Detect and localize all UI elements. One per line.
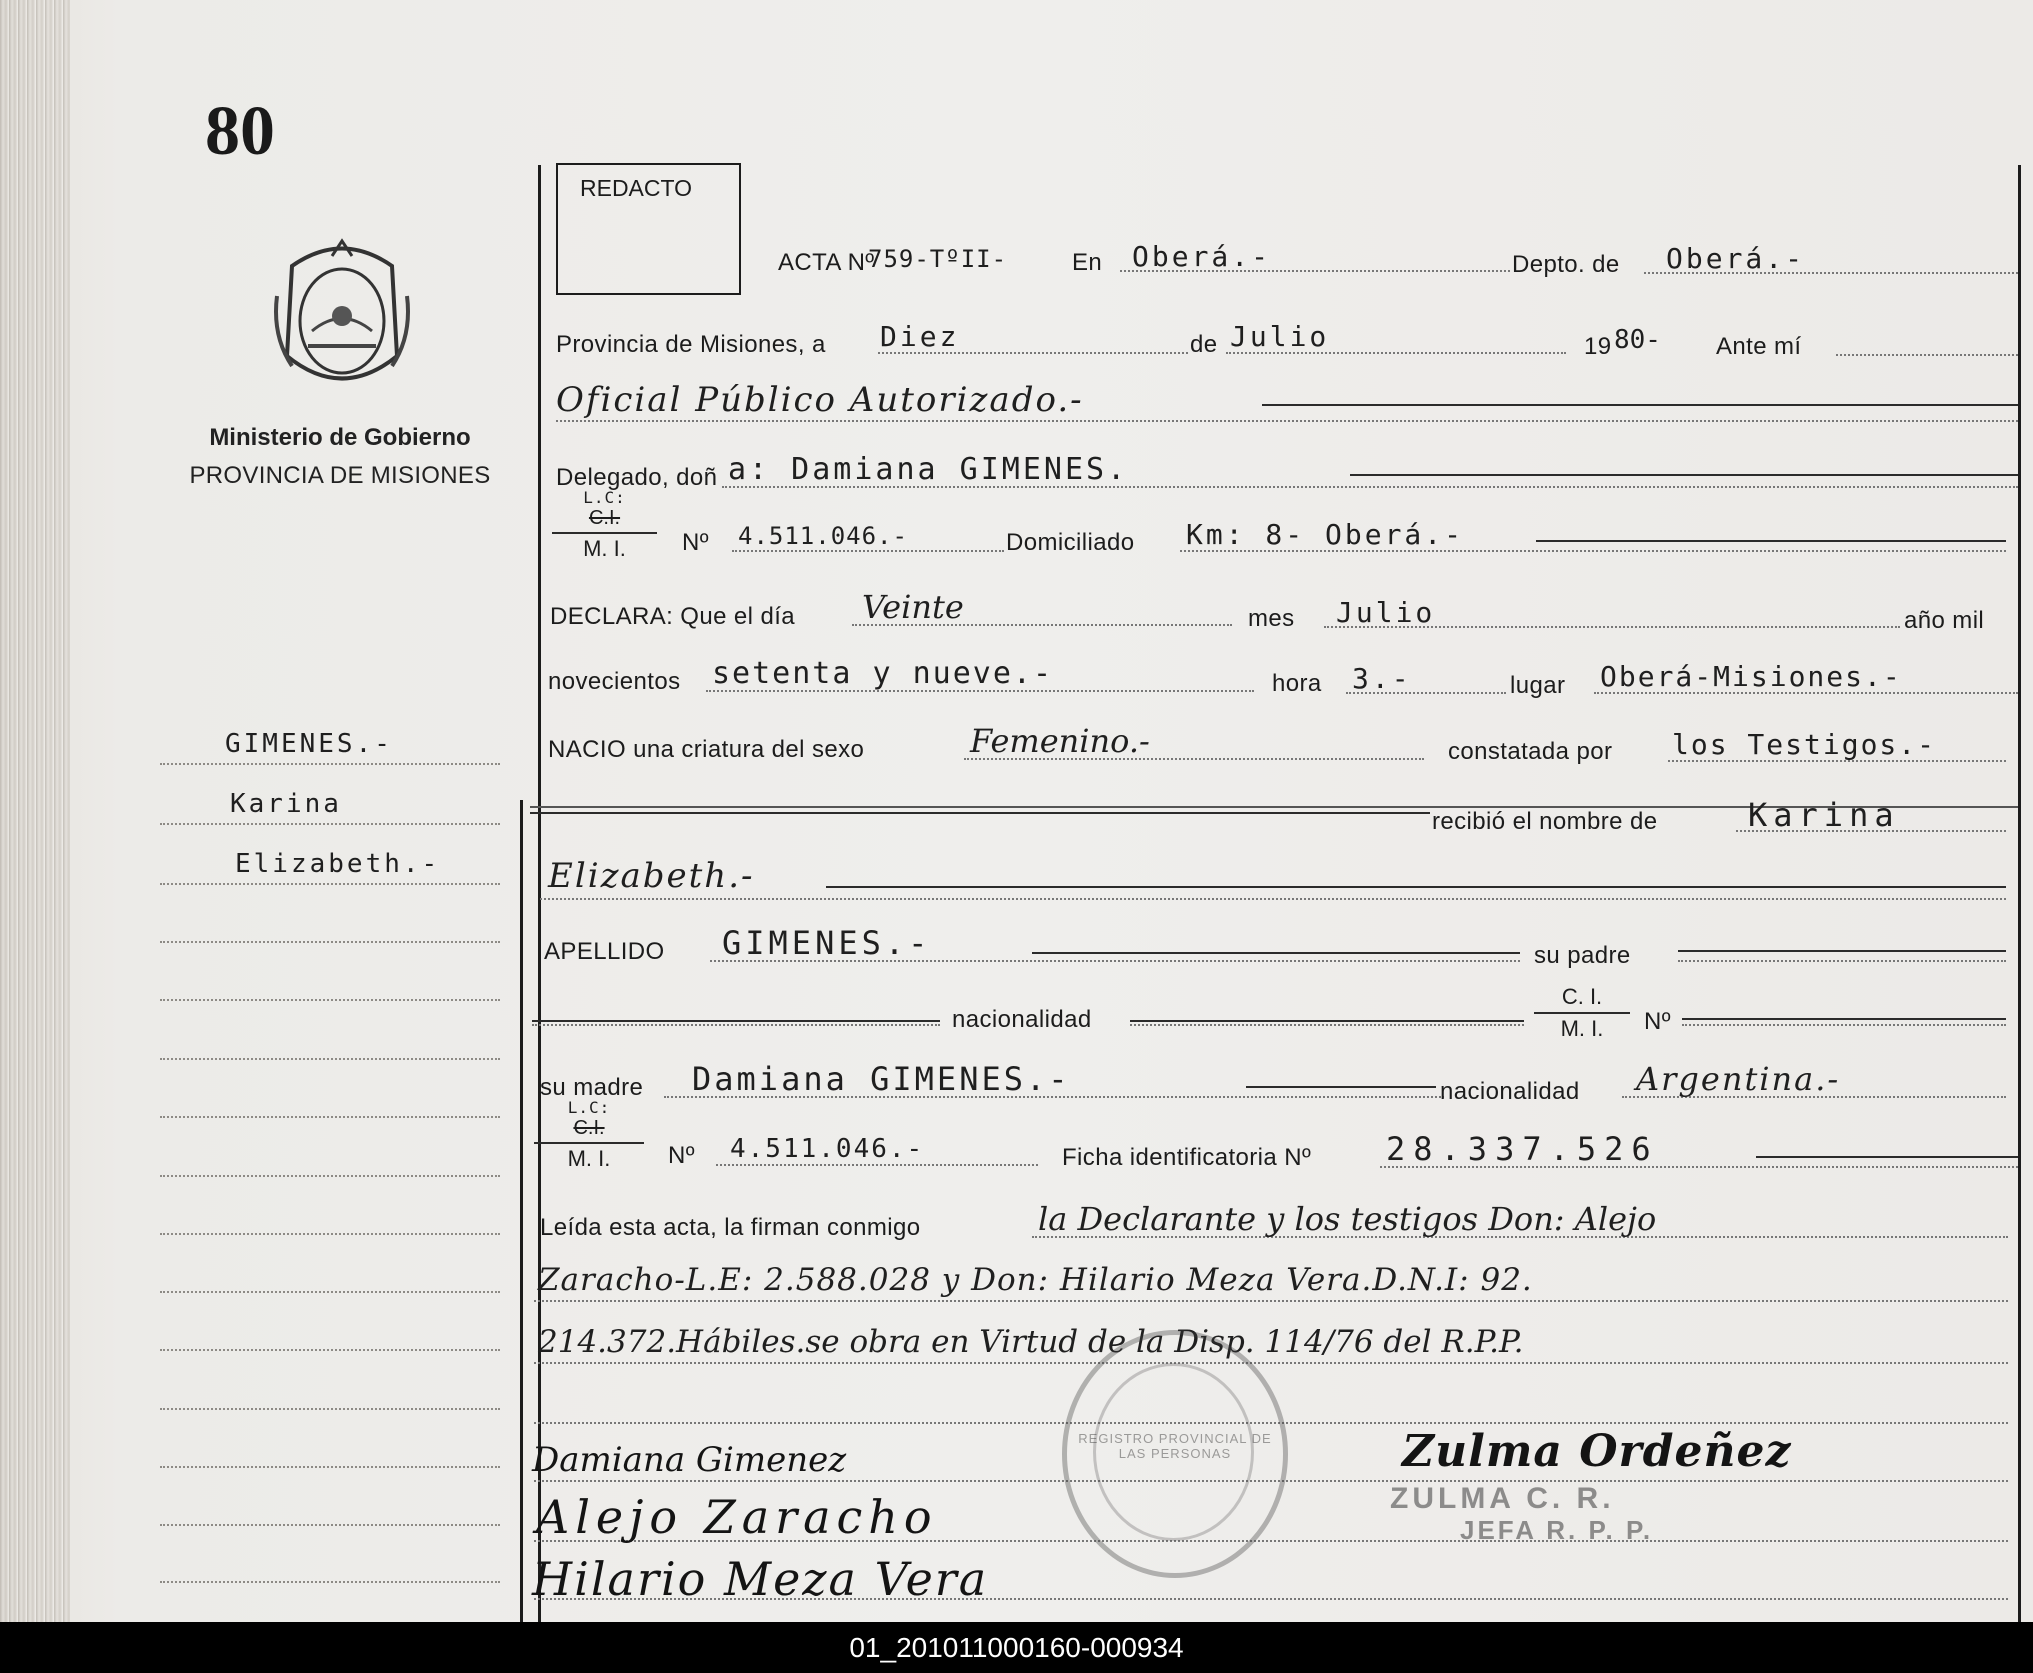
madre-doc-fraction	[534, 1098, 644, 1172]
ficha-value: 28.337.526	[1386, 1130, 1659, 1168]
page-number: 80	[205, 93, 275, 170]
oficial-signature: Zulma Ordeñez	[1402, 1426, 1792, 1477]
depto-value: Oberá.-	[1666, 242, 1806, 275]
acta-label: ACTA Nº	[778, 249, 875, 276]
anio-mil-label: año mil	[1904, 607, 1985, 634]
apellido-value: GIMENES.-	[722, 924, 932, 962]
mes-value: Julio	[1230, 320, 1330, 353]
doc-lc: L.C:	[583, 488, 626, 507]
madre-doc-ci: C.I.	[573, 1117, 605, 1139]
acta-number: 759-TºII-	[868, 245, 1008, 273]
sexo-value: Femenino.-	[970, 722, 1150, 760]
anio-prefix: 19	[1584, 333, 1612, 360]
doc-number: 4.511.046.-	[738, 522, 908, 550]
de-label: de	[1190, 331, 1218, 358]
hora-value: 3.-	[1352, 662, 1412, 695]
form-inner-border	[520, 800, 523, 1622]
delegado-value: a: Damiana GIMENES.	[728, 452, 1129, 487]
fill-stroke	[826, 886, 2006, 888]
ministry-name: Ministerio de Gobierno	[209, 424, 471, 451]
padre-mi: M. I.	[1560, 1016, 1604, 1041]
padre-nacionalidad-label: nacionalidad	[952, 1006, 1092, 1033]
testigo2-signature: Hilario Meza Vera	[532, 1552, 989, 1606]
padre-ci: C. I.	[1561, 984, 1603, 1009]
oficial-line	[556, 420, 2018, 422]
fill-stroke	[1032, 952, 1520, 954]
margin-line	[160, 1080, 500, 1118]
form-right-border	[2018, 165, 2021, 1622]
book-edge	[0, 0, 70, 1622]
margin-line	[160, 1197, 500, 1235]
fill-stroke	[1350, 474, 2018, 476]
fill-stroke	[1756, 1156, 2018, 1158]
leida-line-2	[534, 1300, 2008, 1302]
ante-line	[1836, 354, 2018, 356]
madre-nacionalidad-label: nacionalidad	[1440, 1078, 1580, 1105]
margin-line	[160, 1313, 500, 1351]
leida-text-3: 214.372.Hábiles.se obra en Virtud de la Disp. 114/76 del R.P.P.	[538, 1324, 1524, 1360]
madre-no-label: Nº	[668, 1142, 695, 1169]
form-left-border	[538, 165, 541, 1622]
officer-stamp-name: ZULMA C. R.	[1390, 1482, 1615, 1515]
padre-name-line	[532, 1024, 940, 1026]
padre-label: su padre	[1534, 942, 1631, 969]
madre-doc-lc: L.C:	[567, 1098, 611, 1117]
fill-stroke	[532, 1020, 940, 1022]
domiciliado-value: Km: 8- Oberá.-	[1186, 518, 1465, 551]
declarante-signature: Damiana Gimenez	[532, 1440, 847, 1480]
oficial-value: Oficial Público Autorizado.-	[556, 380, 1084, 420]
registry-stamp	[1062, 1330, 1288, 1578]
margin-line	[160, 1430, 500, 1468]
fill-stroke	[1246, 1086, 1436, 1088]
mes-label: mes	[1248, 605, 1295, 632]
dia-value: Diez	[880, 320, 960, 353]
apellido-label: APELLIDO	[544, 938, 665, 965]
madre-label: su madre	[540, 1074, 644, 1101]
madre-nacionalidad-value: Argentina.-	[1636, 1060, 1841, 1098]
nacio-label: NACIO una criatura del sexo	[548, 736, 865, 763]
hora-label: hora	[1272, 670, 1322, 697]
nombre-continuation-line	[540, 898, 2006, 900]
doc-number-line	[732, 550, 1004, 552]
recibio-label: recibió el nombre de	[1432, 808, 1658, 835]
image-id-footer: 01_201011000160-000934	[0, 1622, 2033, 1673]
leida-line-3	[534, 1362, 2008, 1364]
ante-label: Ante mí	[1716, 333, 1802, 360]
margin-line	[160, 963, 500, 1001]
delegado-label: Delegado, doñ	[556, 464, 718, 491]
depto-label: Depto. de	[1512, 251, 1620, 278]
declara-mes: Julio	[1336, 596, 1436, 629]
nombre-value: Karina	[1748, 796, 1900, 834]
fill-stroke	[530, 812, 1430, 814]
doc-ci: C.I.	[588, 507, 621, 529]
padre-doc-fraction	[1534, 984, 1630, 1042]
fill-stroke	[1130, 1020, 1524, 1022]
redacto-label: REDACTO	[580, 175, 693, 201]
madre-doc-mi: M. I.	[567, 1146, 611, 1171]
madre-value: Damiana GIMENES.-	[692, 1060, 1071, 1098]
fill-stroke	[1536, 540, 2006, 542]
margin-line	[160, 847, 500, 885]
declara-dia: Veinte	[862, 588, 964, 626]
ficha-label: Ficha identificatoria Nº	[1062, 1144, 1312, 1171]
margin-surname: GIMENES.-	[225, 729, 393, 759]
margin-line	[160, 1488, 500, 1526]
officer-stamp-title: JEFA R. P. P.	[1460, 1515, 1654, 1545]
novecientos-label: novecientos	[548, 668, 681, 695]
doc-no-label: Nº	[682, 529, 709, 556]
nombre-value-2: Elizabeth.-	[548, 856, 755, 896]
margin-line	[160, 1139, 500, 1177]
anio-value: 80-	[1614, 325, 1661, 355]
domiciliado-label: Domiciliado	[1006, 529, 1135, 556]
margin-first-name: Karina	[230, 789, 342, 819]
madre-doc-line	[716, 1164, 1038, 1166]
fill-stroke	[1262, 404, 2018, 406]
redacto-box	[556, 163, 741, 295]
constatada-value: los Testigos.-	[1672, 728, 1937, 761]
province-name: PROVINCIA DE MISIONES	[189, 462, 491, 489]
margin-line	[160, 1372, 500, 1410]
declara-label: DECLARA: Que el día	[550, 603, 796, 630]
madre-doc-number: 4.511.046.-	[730, 1134, 925, 1164]
lugar-label: lugar	[1510, 672, 1566, 699]
provincia-label: Provincia de Misiones, a	[556, 331, 826, 358]
en-value: Oberá.-	[1132, 240, 1272, 273]
registry-stamp-text: REGISTRO PROVINCIAL DE LAS PERSONAS	[1078, 1431, 1272, 1461]
margin-line	[160, 905, 500, 943]
margin-line	[160, 787, 500, 825]
margin-line	[160, 727, 500, 765]
margin-line	[160, 1545, 500, 1583]
leida-value: la Declarante y los testigos Don: Alejo	[1038, 1200, 1657, 1238]
constatada-label: constatada por	[1448, 738, 1613, 765]
coat-of-arms-icon	[272, 236, 412, 396]
doc-type-fraction	[552, 488, 657, 562]
testigo1-signature: Alejo Zaracho	[536, 1490, 938, 1544]
margin-line	[160, 1255, 500, 1293]
ministry-heading	[150, 424, 530, 490]
padre-nacionalidad-line	[1130, 1024, 1524, 1026]
en-label: En	[1072, 249, 1103, 276]
margin-line	[160, 1022, 500, 1060]
fill-stroke	[1678, 950, 2006, 952]
padre-no-label: Nº	[1644, 1008, 1671, 1035]
lugar-value: Oberá-Misiones.-	[1600, 660, 1902, 693]
leida-text-2: Zaracho-L.E: 2.588.028 y Don: Hilario Meza Vera.D.N.I: 92.	[538, 1262, 1533, 1298]
novecientos-value: setenta y nueve.-	[712, 656, 1054, 691]
margin-second-name: Elizabeth.-	[235, 849, 441, 879]
doc-mi: M. I.	[583, 536, 626, 561]
fill-stroke	[1682, 1018, 2006, 1020]
leida-label: Leída esta acta, la firman conmigo	[540, 1214, 921, 1241]
padre-no-line	[1682, 1024, 2006, 1026]
padre-line	[1678, 960, 2006, 962]
